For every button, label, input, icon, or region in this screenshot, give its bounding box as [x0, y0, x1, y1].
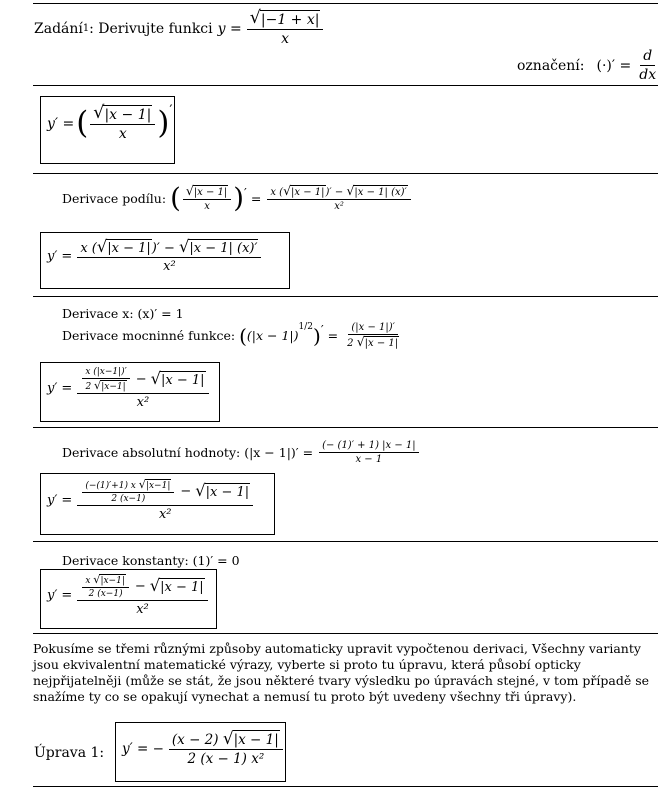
notation-num: d [640, 48, 655, 66]
step3-rhs-den: x − 1 [355, 454, 383, 465]
step4-box-den: x² [136, 602, 149, 617]
task-title: Zadání [34, 20, 83, 37]
step0-box: y′ = ( √ |x − 1| x ) ′ [40, 96, 175, 164]
step2-box-small-den-root: |x−1| [101, 382, 126, 392]
step1-box: y′ = x ( √ |x − 1| )′ − √ |x − 1| (x)′ x² [40, 232, 290, 289]
step2-box: y′ = x (|x−1|)′ 2 √ |x−1| − √ |x − 1| x² [40, 362, 220, 422]
step4-box-small-num: x [85, 576, 91, 586]
step4-box-lhs: y′ = [47, 588, 73, 603]
step3-rule-line [62, 440, 421, 465]
step3-box-root: |x − 1| [205, 485, 250, 500]
step2-box-root: |x − 1| [161, 373, 205, 388]
rule-4 [33, 427, 658, 428]
step2-box-small-den-coef: 2 [85, 382, 92, 392]
step3-box-den: x² [158, 507, 172, 522]
step2-rhs-den-root: |x − 1| [364, 338, 399, 349]
notation-label: označení: [517, 57, 585, 74]
step0-lhs: y′ = [47, 115, 75, 132]
step4-box-small-den: 2 (x−1) [88, 589, 123, 599]
step2-rule2-line: Derivace mocninné funkce: ( (|x − 1|) $^{1/2}$ ) ′ = (|x − 1|)′ 2 √ |x − 1| [62, 322, 399, 349]
step4-box-root: |x − 1| [160, 580, 204, 595]
step3-box-minus: − [180, 484, 192, 499]
step4-rule: Derivace konstanty: (1)′ = 0 [62, 553, 240, 568]
uprava-label: Úprava 1: [34, 745, 105, 761]
rule-5 [33, 541, 658, 542]
uprava-num-left: (x − 2) [171, 732, 219, 748]
func-denominator: x [281, 31, 290, 47]
step2-box-small-num: x (|x−1|)′ [82, 367, 129, 379]
step4-box: y′ = x √ |x−1| 2 (x−1) − √ |x − 1| x² [40, 569, 217, 629]
step1-inner-num: |x − 1| [193, 187, 228, 199]
step3-box: y′ = (−(1)′+1) x √ |x−1| 2 (x−1) − √ |x − 1| x² [40, 473, 275, 535]
step3-box-small-root: |x−1| [145, 481, 171, 491]
uprava-den: 2 (x − 1) x² [187, 751, 265, 767]
step2-box-minus: − [135, 372, 147, 387]
step2-power-base: (|x − 1|) [246, 328, 299, 343]
notation-den: dx [639, 67, 657, 83]
step4-box-small-root: |x−1| [100, 576, 125, 586]
task-header [34, 10, 325, 47]
uprava-lhs: y′ = − [122, 740, 164, 757]
explanation-paragraph: Pokusíme se třemi různými způsoby automaticky upravit vypočtenou derivaci, Všechny varianty jsou ekvivalentní matematické výrazy, vyberte si proto tu úpravu, která působí opticky nejpřijatelněji (může se stát, že jsou některé tvary výsledku po úpravách stejné, v tom případě se snažíme ty co se opakují vynechat a nemusí tu proto být uvedeny všechny tři úpravy). [33, 641, 650, 704]
step1-inner-den: x [204, 201, 210, 213]
bottom-rule [33, 786, 658, 787]
notation [517, 48, 661, 83]
step2-rhs-num: (|x − 1|)′ [348, 322, 398, 335]
step2-rule1: Derivace x: (x)′ = 1 [62, 306, 184, 321]
step1-box-num-inner: |x − 1| [107, 241, 151, 256]
rule-2 [33, 173, 658, 174]
step1-den: x² [334, 201, 344, 213]
step0-den: x [118, 126, 127, 142]
step1-rule: Derivace podílu: [62, 191, 167, 207]
step3-rule: Derivace absolutní hodnoty: (|x − 1|)′ = [62, 445, 314, 460]
step1-num-rest: |x − 1| (x)′ [354, 187, 407, 199]
step2-power-exp: 1/2 [298, 322, 313, 332]
footnote-marker: 1 [82, 23, 90, 34]
step2-box-lhs: y′ = [47, 381, 73, 396]
step1-num-inner: |x − 1| [291, 187, 325, 199]
uprava-num-root: |x − 1| [233, 732, 279, 748]
step1-rule-line: Derivace podílu: ( √ |x − 1| x ) ′ = x ( √ |x − 1| )′ − √ |x − 1| (x)′ x² [62, 185, 413, 213]
func-fraction: √ |−1 + x| x [247, 10, 324, 47]
func-lhs: y = [217, 20, 242, 37]
task-text: : Derivujte funkci [89, 20, 213, 37]
step1-box-den: x² [163, 259, 176, 274]
step1-box-num-minus: − [163, 241, 175, 256]
rule-1 [33, 85, 658, 86]
top-rule [33, 3, 658, 4]
step3-box-small-den: 2 (x−1) [111, 494, 146, 504]
step0-num: |x − 1| [104, 107, 152, 123]
step1-box-num-x: x [80, 241, 88, 256]
step3-rhs-num: (− (1)′ + 1) |x − 1| [319, 440, 419, 453]
rule-3 [33, 296, 658, 297]
rule-6 [33, 633, 658, 634]
uprava-box: y′ = − (x − 2) √ |x − 1| 2 (x − 1) x² [115, 722, 286, 782]
step2-rule2: Derivace mocninné funkce: [62, 328, 236, 343]
step3-box-small-num: (−(1)′+1) x [85, 481, 136, 491]
step1-num-x: x [270, 187, 276, 199]
notation-lhs: (·)′ = [596, 57, 632, 74]
step1-box-num-rest: |x − 1| (x)′ [189, 241, 258, 256]
step3-box-lhs: y′ = [47, 493, 73, 508]
step1-boxed-lhs: y′ = [47, 249, 73, 264]
func-numerator: |−1 + x| [260, 12, 320, 28]
step2-rhs-den-coef: 2 [347, 338, 354, 349]
step1-num-minus: − [334, 187, 344, 199]
step4-box-minus: − [134, 579, 146, 594]
step2-box-den: x² [136, 395, 150, 410]
